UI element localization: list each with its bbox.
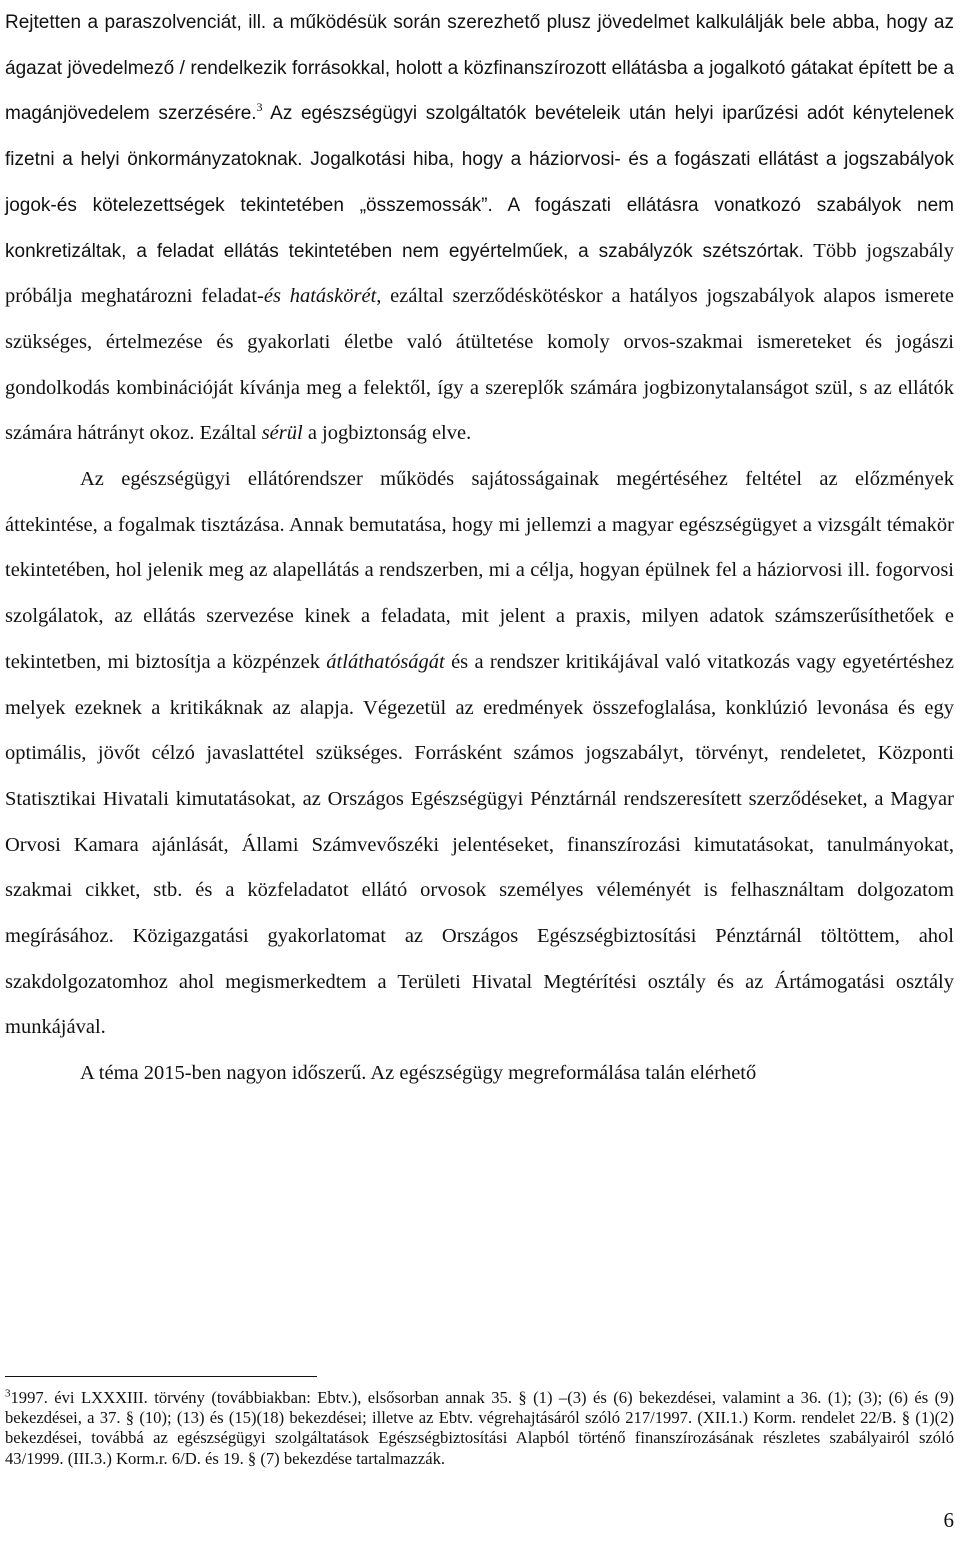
paragraph-2-sentence-1: Az egészségügyi ellátórendszer működés sajátosságainak megértéséhez feltétel az előzmények áttekintése, a fogalmak tisztázása. Annak bemutatása, hogy mi jellemzi a magyar egészségügyet a vizsgált témakör tekintetében, hol jelenik meg az alapellátás a rendszerben, mi a célja, hogyan épülnek fel a háziorvosi ill. fogorvosi szolgálatok, az ellátás szervezése kinek a feladata, mit jelent a praxis, milyen adatok számszerűsíthetőek e tekintetben, mi biztosítja a közpénzek <box>5 468 954 673</box>
footnote-number: 3 <box>5 1387 11 1400</box>
paragraph-3-sentence-1: A téma 2015-ben nagyon időszerű. Az egészségügy megreformálása talán elérhető <box>80 1062 757 1085</box>
paragraph-1-italic-1: és hatáskörét <box>263 285 377 308</box>
paragraph-1-sentence-6: a jogbiztonság elve. <box>302 422 472 445</box>
footnote-text: 1997. évi LXXXIII. törvény (továbbiakban: Ebtv.), elsősorban annak 35. § (1) –(3) és (6) bekezdései, valamint a 36. (1); (3); (6) és (9) bekezdései, a 37. § (10); (13) és (15)(18) bekezdései; illetve az Ebtv. végrehajtásáról szóló 217/1997. (XII.1.) Korm. rendelet 22/B. § (1)(2) bekezdései, továbbá az egészségügyi szolgáltatások Egészségbiztosítási Alapból történő finanszírozásának részletes szabályairól szóló 43/1999. (III.3.) Korm.r. 6/D. és 19. § (7) bekezdése tartalmazzák. <box>5 1388 954 1468</box>
paragraph-1-sentence-4: Több jogszabály próbálja meghatározni feladat- <box>5 239 954 308</box>
main-text <box>5 0 954 1097</box>
paragraph-2-italic-1: átláthatóságát <box>326 650 445 673</box>
footnote-separator <box>5 1376 317 1377</box>
paragraph-1-italic-2: sérül <box>261 422 303 445</box>
paragraph-3 <box>5 1051 954 1097</box>
paragraph-1-sentence-3: Jogalkotási hiba, hogy a háziorvosi- és a fogászati ellátást a jogszabályok jogok-és kötelezettségek tekintetében „összemossák”. A fogászati ellátásra vonatkozó szabályok nem konkretizáltak, a feladat ellátás tekintetében nem egyértelműek, a szabályzók szétszórtak. <box>5 149 954 262</box>
page-number: 6 <box>943 1508 954 1532</box>
footnote-reference[interactable]: 3 <box>256 100 263 115</box>
footnote <box>5 1388 954 1469</box>
paragraph-2 <box>5 457 954 1051</box>
paragraph-2-sentence-2: és a rendszer kritikájával való vitatkozás vagy egyetértéshez melyek ezeknek a kritikáknak az alapja. Végezetül az eredmények összefoglalása, konklúzió levonása és egy optimális, jövőt célzó javaslattétel szükséges. Forrásként számos jogszabályt, törvényt, rendeletet, Központi Statisztikai Hivatali kimutatásokat, az Országos Egészségügyi Pénztárnál rendszeresített szerződéseket, a Magyar Orvosi Kamara ajánlását, Állami Számvevőszéki jelentéseket, finanszírozási kimutatásokat, tanulmányokat, szakmai cikket, stb. és a közfeladatot ellátó orvosok személyes véleményét is felhasználtam dolgozatom megírásához. Közigazgatási gyakorlatomat az Országos Egészségbiztosítási Pénztárnál töltöttem, ahol szakdolgozatomhoz ahol megismerkedtem a Területi Hivatal Megtérítési osztály és az Ártámogatási osztály munkájával. <box>5 650 954 1039</box>
paragraph-1-sentence-2: Az egészségügyi szolgáltatók bevételeik után helyi iparűzési adót kénytelenek fizetni a helyi önkormányzatoknak. <box>5 103 954 171</box>
paragraph-1 <box>5 0 954 457</box>
paragraph-1-sentence-5: , ezáltal szerződéskötéskor a hatályos jogszabályok alapos ismerete szükséges, értelmezése és gyakorlati életbe való átültetése komoly orvos-szakmai ismereteket és jogászi gondolkodás kombinációját kívánja meg a felektől, így a szereplők számára jogbizonytalanságot szül, s az ellátók számára hátrányt okoz. Ezáltal <box>5 285 954 445</box>
paragraph-1-sentence-1: Rejtetten a paraszolvenciát, ill. a működésük során szerezhető plusz jövedelmet kalkulálják bele abba, hogy az ágazat jövedelmező / rendelkezik forrásokkal, holott a közfinanszírozott ellátásba a jogalkotó gátakat épített be a magánjövedelem szerzésére. <box>5 12 954 125</box>
